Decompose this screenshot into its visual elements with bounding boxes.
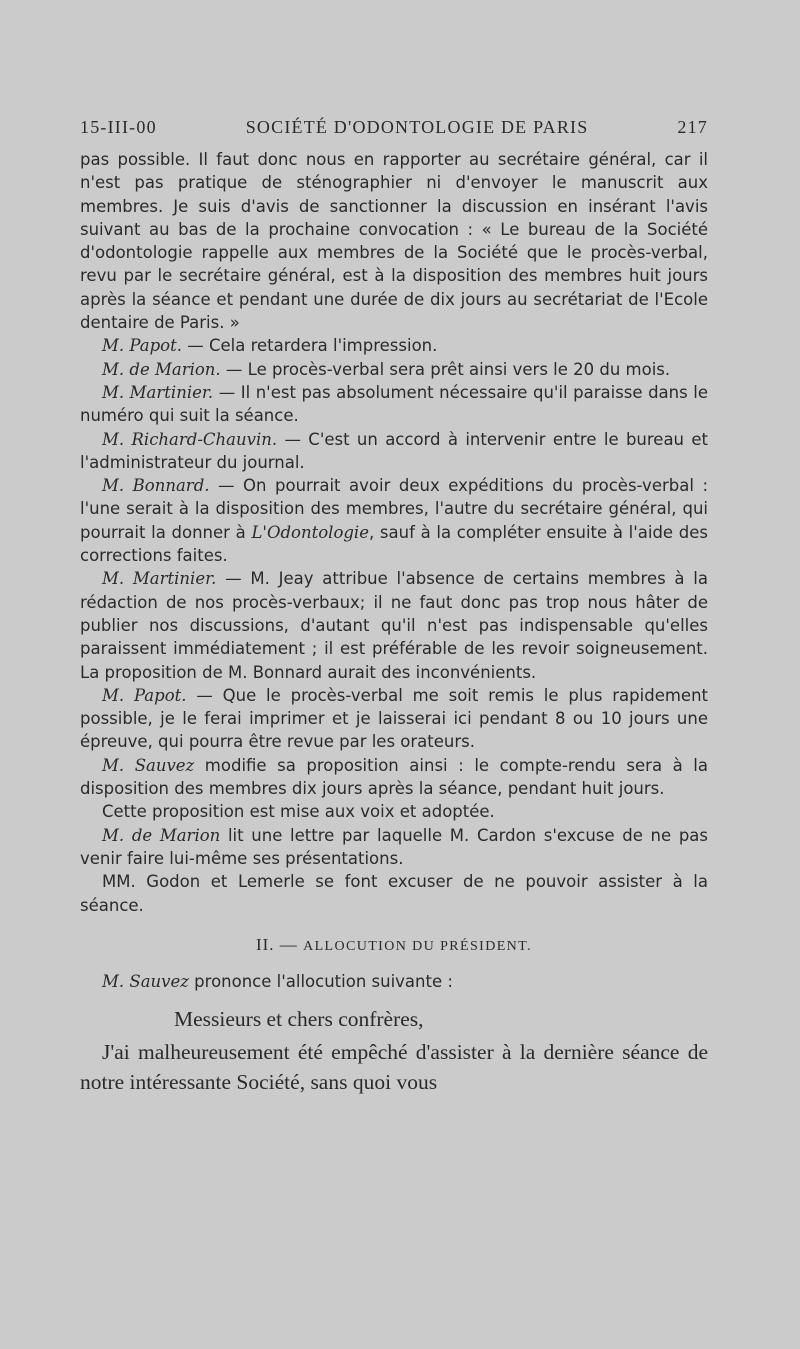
- section-heading: II. — ALLOCUTION DU PRÉSIDENT.: [255, 934, 532, 954]
- running-header: [80, 117, 708, 138]
- speech-paragraph: J'ai malheureusement été empêché d'assister à la dernière séance de notre intéressante Société, sans quoi vous: [80, 1040, 708, 1095]
- speaker-name: M. de Marion.: [102, 359, 221, 379]
- paragraph: M. de Marion. — Le procès-verbal sera prêt ainsi vers le 20 du mois.: [102, 359, 671, 379]
- speaker-name: M. Richard-Chauvin.: [102, 429, 278, 449]
- page-number: 217: [677, 117, 708, 137]
- paragraph: Cette proposition est mise aux voix et adoptée.: [102, 802, 495, 822]
- paragraph: M. Martinier. — Il n'est pas absolument nécessaire qu'il paraisse dans le numéro qui suit la séance.: [80, 382, 708, 426]
- speaker-name: M. Papot.: [102, 336, 182, 356]
- speaker-name: M. Sauvez: [102, 972, 189, 992]
- paragraph: pas possible. Il faut donc nous en rapporter au secrétaire général, car il n'est pas pratique de sténographier ni d'envoyer le manuscrit aux membres. Je suis d'avis de sanctionner la discussion en insérant l'avis suivant au bas de la prochaine convocation : « Le bureau de la Société d'odontologie rappelle aux membres de la Société que le procès-verbal, revu par le secrétaire général, est à la disposition des membres huit jours après la séance et pendant une durée de dix jours au secrétariat de l'Ecole dentaire de Paris. »: [80, 150, 708, 333]
- intro-paragraph: M. Sauvez prononce l'allocution suivante :: [102, 972, 453, 992]
- speaker-name: M. Martinier.: [102, 382, 214, 402]
- speaker-name: M. Sauvez: [102, 755, 195, 775]
- header-date: 15-III-00: [80, 117, 157, 137]
- paragraph: M. Papot. — Que le procès-verbal me soit remis le plus rapidement possible, je le ferai imprimer et je laisserai ici pendant 8 ou 10 jours une épreuve, qui pourra être revue par les orateurs.: [80, 685, 708, 752]
- paragraph: M. Martinier. — M. Jeay attribue l'absence de certains membres à la rédaction de nos procès-verbaux; il ne faut donc pas trop nous hâter de publier nos discussions, d'autant qu'il n'est pas indispensable qu'elles paraissent immédiatement ; il est préférable de les revoir soigneusement. La proposition de M. Bonnard aurait des inconvénients.: [80, 569, 708, 682]
- paragraph: M. Sauvez modifie sa proposition ainsi : le compte-rendu sera à la disposition des membres dix jours après la séance, pendant huit jours.: [80, 755, 708, 799]
- paragraph: M. de Marion lit une lettre par laquelle M. Cardon s'excuse de ne pas venir faire lui-même ses présentations.: [80, 825, 709, 868]
- section-title: ALLOCUTION DU PRÉSIDENT.: [303, 938, 532, 954]
- paragraph: MM. Godon et Lemerle se font excuser de ne pouvoir assister à la séance.: [80, 872, 708, 915]
- salutation: Messieurs et chers confrères,: [174, 1007, 424, 1032]
- paragraph: M. Bonnard. — On pourrait avoir deux expéditions du procès-verbal : l'une serait à la disposition des membres, l'autre du secrétaire général, qui pourrait la donner à L'Odontologie, sauf à la compléter ensuite à l'aide des corrections faites.: [80, 476, 708, 566]
- speaker-name: M. Bonnard.: [102, 476, 210, 496]
- speaker-name: M. Martinier.: [102, 569, 217, 589]
- paragraph: M. Richard-Chauvin. — C'est un accord à intervenir entre le bureau et l'administrateur du journal.: [80, 429, 708, 472]
- header-title: SOCIÉTÉ D'ODONTOLOGIE DE PARIS: [245, 117, 589, 137]
- page-body: [80, 148, 708, 1097]
- speaker-name: M. de Marion: [102, 825, 221, 845]
- paragraph: M. Papot. — Cela retardera l'impression.: [102, 336, 438, 356]
- journal-title: L'Odontologie: [251, 522, 369, 542]
- speaker-name: M. Papot.: [102, 685, 187, 705]
